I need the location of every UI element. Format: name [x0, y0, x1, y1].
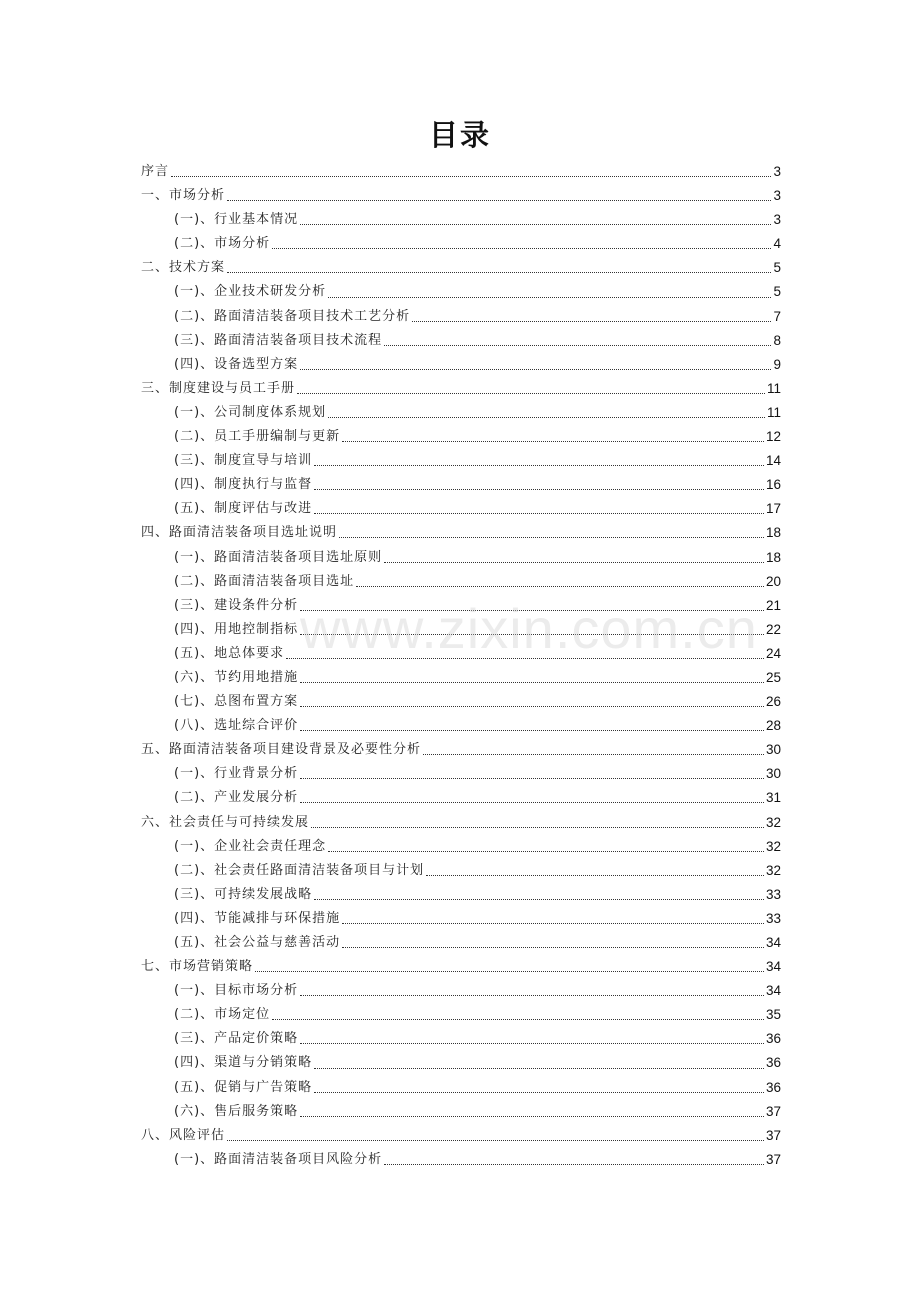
toc-dot-leader: [300, 714, 764, 738]
toc-dot-leader: [384, 1148, 764, 1172]
toc-dot-leader: [227, 1124, 764, 1148]
toc-entry-title: 一、市场分析: [141, 188, 226, 204]
toc-entry-title: 八、风险评估: [141, 1127, 226, 1143]
toc-section-entry[interactable]: [141, 979, 781, 1003]
toc-page-number: 5: [773, 284, 781, 300]
toc-page-number: 37: [765, 1151, 781, 1167]
toc-section-entry[interactable]: [141, 907, 781, 931]
toc-dot-leader: [300, 1100, 764, 1124]
toc-entry-title: 二、技术方案: [141, 260, 226, 276]
toc-section-entry[interactable]: [141, 329, 781, 353]
toc-entry-title: (一)、企业社会责任理念: [174, 838, 327, 854]
toc-dot-leader: [314, 1076, 764, 1100]
watermark: www.zixin.com.cn: [300, 597, 758, 660]
toc-dot-leader: [300, 979, 764, 1003]
toc-page-number: 21: [765, 597, 781, 613]
toc-entry-title: (二)、路面清洁装备项目选址: [174, 573, 355, 589]
toc-section-entry[interactable]: [141, 353, 781, 377]
toc-page-number: 25: [765, 669, 781, 685]
toc-entry-title: (三)、建设条件分析: [174, 597, 299, 613]
toc-chapter-entry[interactable]: [141, 1124, 781, 1148]
toc-entry-title: (二)、员工手册编制与更新: [174, 429, 341, 445]
toc-page-number: 7: [773, 308, 781, 324]
toc-chapter-entry[interactable]: [141, 160, 781, 184]
toc-dot-leader: [300, 618, 764, 642]
toc-page-number: 20: [765, 573, 781, 589]
toc-page-number: 22: [765, 621, 781, 637]
toc-page-number: 9: [773, 356, 781, 372]
toc-page-number: 18: [765, 525, 781, 541]
toc-page-number: 3: [773, 164, 781, 179]
toc-section-entry[interactable]: [141, 883, 781, 907]
toc-section-entry[interactable]: [141, 762, 781, 786]
toc-entry-title: (七)、总图布置方案: [174, 694, 299, 710]
toc-entry-title: (六)、节约用地措施: [174, 669, 299, 685]
toc-dot-leader: [272, 1003, 764, 1027]
toc-page-number: 32: [765, 814, 781, 830]
toc-page-number: 16: [765, 477, 781, 493]
toc-dot-leader: [314, 449, 764, 473]
toc-entry-title: 七、市场营销策略: [141, 959, 254, 975]
toc-section-entry[interactable]: [141, 401, 781, 425]
toc-dot-leader: [311, 811, 764, 835]
toc-page-number: 26: [765, 694, 781, 710]
toc-dot-leader: [423, 738, 764, 762]
toc-section-entry[interactable]: [141, 714, 781, 738]
toc-section-entry[interactable]: [141, 305, 781, 329]
toc-page-number: 32: [765, 862, 781, 878]
toc-page-number: 37: [765, 1103, 781, 1119]
toc-section-entry[interactable]: [141, 594, 781, 618]
toc-page-number: 34: [765, 935, 781, 950]
toc-chapter-entry[interactable]: [141, 521, 781, 545]
toc-entry-title: (二)、产业发展分析: [174, 790, 299, 806]
toc-section-entry[interactable]: [141, 931, 781, 955]
toc-dot-leader: [300, 666, 764, 690]
toc-section-entry[interactable]: [141, 570, 781, 594]
toc-section-entry[interactable]: [141, 690, 781, 714]
toc-entry-title: (二)、社会责任路面清洁装备项目与计划: [174, 862, 425, 878]
toc-entry-title: (四)、渠道与分销策略: [174, 1055, 313, 1071]
toc-entry-title: (一)、行业背景分析: [174, 766, 299, 782]
toc-entry-title: (五)、社会公益与慈善活动: [174, 935, 341, 950]
toc-dot-leader: [300, 1027, 764, 1051]
toc-dot-leader: [300, 762, 764, 786]
toc-page-number: 8: [773, 332, 781, 348]
toc-dot-leader: [328, 281, 771, 305]
toc-section-entry[interactable]: [141, 1027, 781, 1051]
toc-page-number: 30: [765, 742, 781, 758]
toc-page-number: 28: [765, 718, 781, 734]
toc-chapter-entry[interactable]: [141, 811, 781, 835]
toc-page-number: 35: [765, 1007, 781, 1023]
toc-dot-leader: [227, 256, 771, 280]
toc-page-number: 31: [765, 790, 781, 806]
toc-entry-title: (一)、公司制度体系规划: [174, 404, 327, 420]
toc-entry-title: (三)、制度宣导与培训: [174, 453, 313, 469]
toc-entry-title: 序言: [141, 164, 170, 179]
toc-section-entry[interactable]: [141, 232, 781, 256]
toc-section-entry[interactable]: [141, 425, 781, 449]
toc-entry-title: (一)、路面清洁装备项目选址原则: [174, 549, 383, 565]
toc-dot-leader: [297, 377, 765, 401]
toc-page-number: 33: [765, 886, 781, 902]
toc-dot-leader: [328, 835, 764, 859]
toc-entry-title: (三)、可持续发展战略: [174, 886, 313, 902]
toc-page-number: 11: [766, 380, 781, 396]
toc-section-entry[interactable]: [141, 473, 781, 497]
toc-page-number: 12: [765, 429, 781, 445]
toc-page-number: 33: [765, 910, 781, 926]
toc-entry-title: (四)、用地控制指标: [174, 621, 299, 637]
toc-page-number: 3: [773, 188, 781, 204]
toc-page-number: 5: [773, 260, 781, 276]
toc-entry-title: (二)、市场分析: [174, 236, 271, 252]
toc-entry-title: (五)、地总体要求: [174, 645, 285, 661]
toc-dot-leader: [300, 353, 771, 377]
toc-dot-leader: [339, 521, 764, 545]
toc-section-entry[interactable]: [141, 449, 781, 473]
toc-entry-title: (四)、设备选型方案: [174, 356, 299, 372]
toc-dot-leader: [342, 931, 764, 955]
toc-title: 目录: [428, 118, 491, 152]
toc-section-entry[interactable]: [141, 280, 781, 304]
toc-page-number: 14: [765, 453, 781, 469]
toc-page-number: 24: [765, 645, 781, 661]
toc-page-number: 4: [773, 236, 781, 252]
toc-section-entry[interactable]: [141, 208, 781, 232]
toc-entry-title: (二)、路面清洁装备项目技术工艺分析: [174, 308, 411, 324]
toc-dot-leader: [384, 329, 771, 353]
toc-section-entry[interactable]: [141, 1076, 781, 1100]
toc-page-number: 18: [765, 549, 781, 565]
toc-dot-leader: [342, 907, 764, 931]
toc-dot-leader: [314, 473, 764, 497]
toc-dot-leader: [328, 401, 765, 425]
toc-entry-title: (四)、节能减排与环保措施: [174, 910, 341, 926]
toc-page-number: 36: [765, 1055, 781, 1071]
toc-dot-leader: [300, 594, 764, 618]
toc-page-number: 34: [765, 983, 781, 999]
toc-dot-leader: [314, 883, 764, 907]
toc-entry-title: 三、制度建设与员工手册: [141, 380, 296, 396]
toc-dot-leader: [272, 232, 771, 256]
toc-entry-title: 六、社会责任与可持续发展: [141, 814, 310, 830]
toc-dot-leader: [384, 546, 764, 570]
toc-dot-leader: [426, 859, 764, 883]
toc-dot-leader: [356, 570, 764, 594]
toc-section-entry[interactable]: [141, 618, 781, 642]
toc-dot-leader: [300, 208, 771, 232]
toc-dot-leader: [342, 425, 764, 449]
toc-page-number: 34: [765, 959, 781, 975]
toc-dot-leader: [227, 184, 771, 208]
toc-chapter-entry[interactable]: [141, 955, 781, 979]
toc-section-entry[interactable]: [141, 666, 781, 690]
toc-dot-leader: [171, 160, 771, 184]
toc-section-entry[interactable]: [141, 835, 781, 859]
toc-entry-title: (三)、产品定价策略: [174, 1031, 299, 1047]
toc-section-entry[interactable]: [141, 1051, 781, 1075]
toc-section-entry[interactable]: [141, 1003, 781, 1027]
toc-dot-leader: [286, 642, 764, 666]
toc-entry-title: (六)、售后服务策略: [174, 1103, 299, 1119]
toc-dot-leader: [300, 786, 764, 810]
toc-entry-title: 四、路面清洁装备项目选址说明: [141, 525, 338, 541]
toc-entry-title: (八)、选址综合评价: [174, 718, 299, 734]
toc-chapter-entry[interactable]: [141, 184, 781, 208]
toc-chapter-entry[interactable]: [141, 377, 781, 401]
toc-section-entry[interactable]: [141, 1148, 781, 1172]
toc-entry-title: (一)、行业基本情况: [174, 212, 299, 228]
toc-chapter-entry[interactable]: [141, 738, 781, 762]
toc-page-number: 36: [765, 1031, 781, 1047]
toc-section-entry[interactable]: [141, 786, 781, 810]
toc-dot-leader: [314, 497, 764, 521]
table-of-contents: [141, 160, 781, 1172]
toc-entry-title: (三)、路面清洁装备项目技术流程: [174, 332, 383, 348]
toc-entry-title: (五)、促销与广告策略: [174, 1079, 313, 1095]
toc-dot-leader: [255, 955, 764, 979]
toc-entry-title: (四)、制度执行与监督: [174, 477, 313, 493]
toc-entry-title: 五、路面清洁装备项目建设背景及必要性分析: [141, 742, 422, 758]
toc-entry-title: (一)、路面清洁装备项目风险分析: [174, 1151, 383, 1167]
toc-chapter-entry[interactable]: [141, 256, 781, 280]
toc-page-number: 30: [765, 766, 781, 782]
toc-dot-leader: [300, 690, 764, 714]
toc-page-number: 37: [765, 1127, 781, 1143]
toc-entry-title: (五)、制度评估与改进: [174, 501, 313, 517]
toc-entry-title: (二)、市场定位: [174, 1007, 271, 1023]
toc-section-entry[interactable]: [141, 497, 781, 521]
toc-entry-title: (一)、目标市场分析: [174, 983, 299, 999]
toc-page-number: 36: [765, 1079, 781, 1095]
toc-entry-title: (一)、企业技术研发分析: [174, 284, 327, 300]
toc-page-number: 32: [765, 838, 781, 854]
toc-section-entry[interactable]: [141, 859, 781, 883]
toc-section-entry[interactable]: [141, 546, 781, 570]
toc-section-entry[interactable]: [141, 1100, 781, 1124]
toc-page-number: 11: [766, 404, 781, 420]
toc-dot-leader: [314, 1052, 764, 1076]
toc-dot-leader: [412, 305, 771, 329]
toc-page-number: 3: [773, 212, 781, 228]
toc-page-number: 17: [765, 501, 781, 517]
toc-section-entry[interactable]: [141, 642, 781, 666]
